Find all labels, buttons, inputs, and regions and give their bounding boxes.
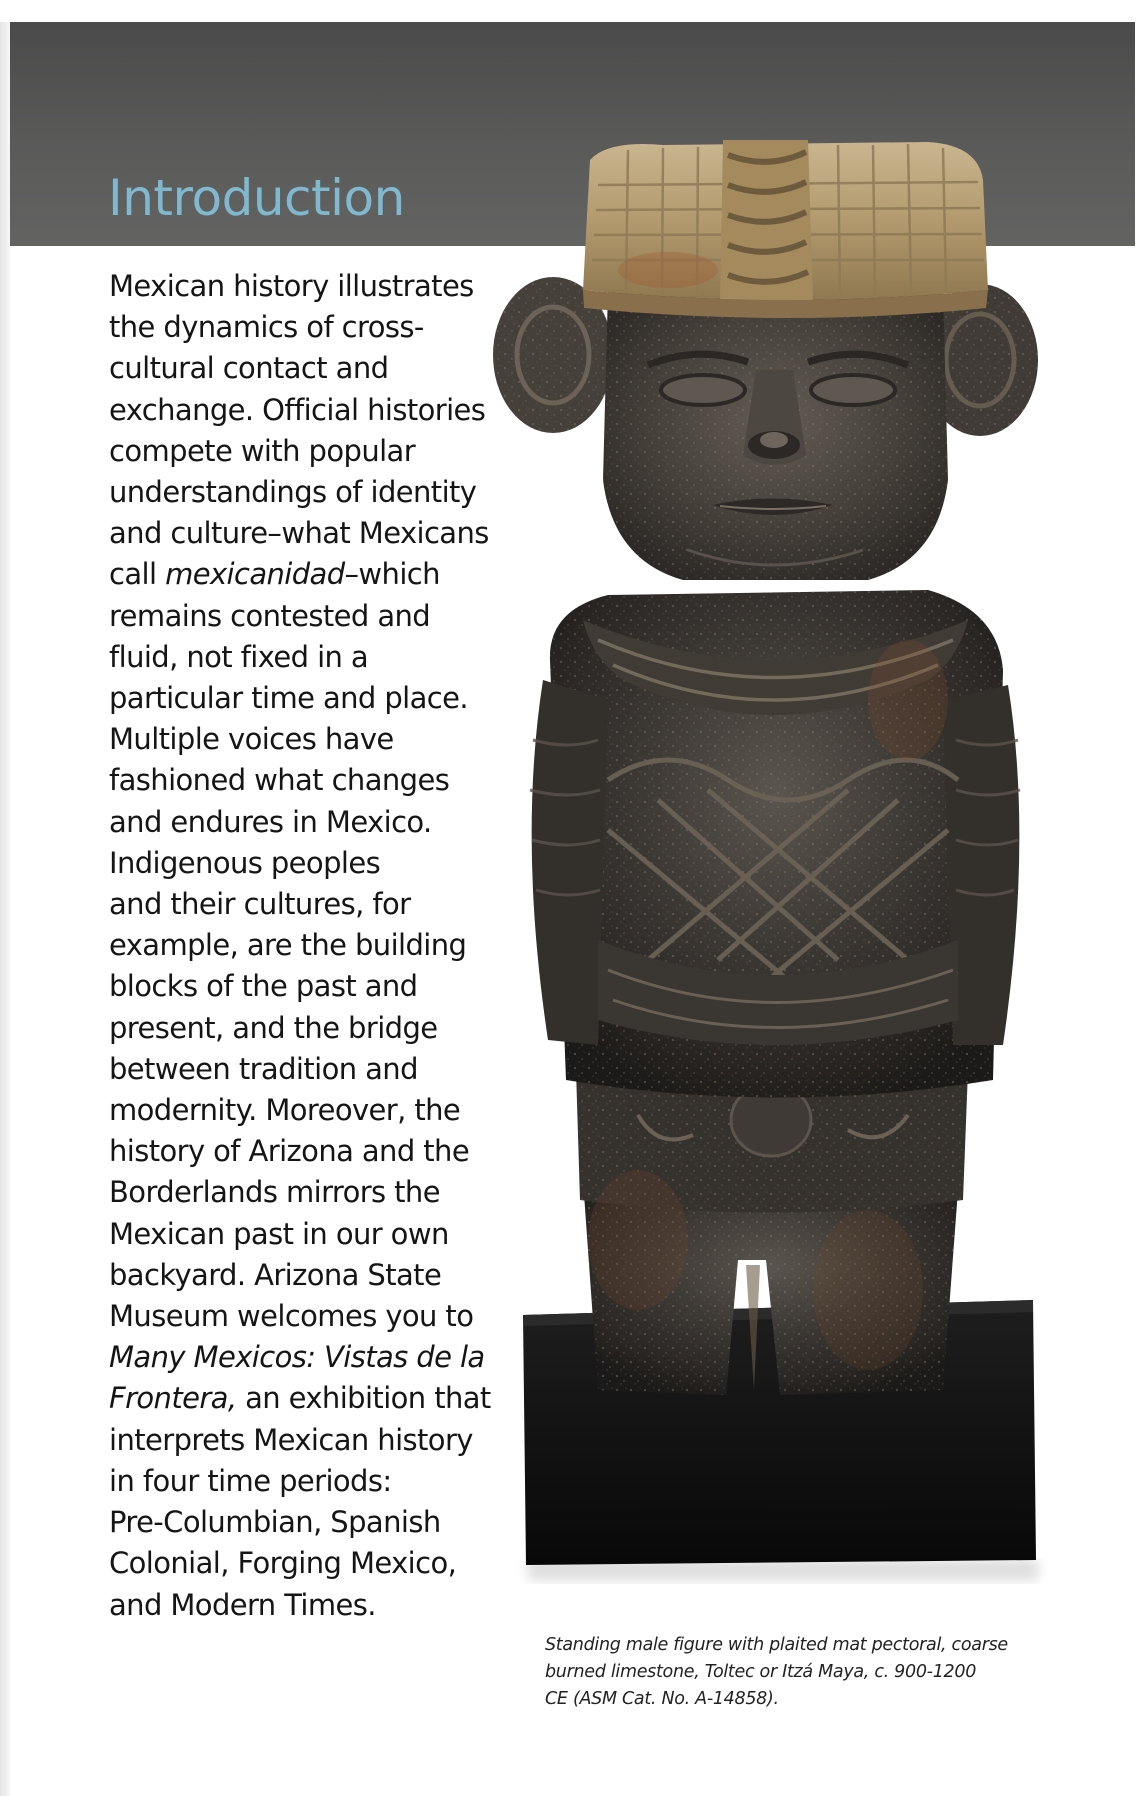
body-line: fluid, not fixed in a (109, 639, 369, 674)
body-line: present, and the bridge (109, 1010, 438, 1045)
stone-figure-photo (488, 140, 1078, 1605)
body-line: understandings of identity (109, 475, 477, 510)
body-line: particular time and place. (109, 681, 468, 716)
body-line: blocks of the past and (109, 969, 418, 1004)
body-line: call (109, 557, 166, 592)
body-line: and Modern Times. (109, 1587, 376, 1622)
page-title: Introduction (108, 169, 405, 227)
body-line: history of Arizona and the (109, 1134, 470, 1169)
body-line: and their cultures, for (109, 887, 411, 922)
body-line: interprets Mexican history (109, 1422, 473, 1457)
body-line: the dynamics of cross- (109, 310, 424, 345)
caption-line: Standing male figure with plaited mat pectoral, coarse (545, 1635, 1008, 1655)
body-line: an exhibition that (236, 1381, 491, 1416)
body-line: fashioned what changes (109, 763, 450, 798)
body-line: compete with popular (109, 433, 416, 468)
page-left-edge (0, 22, 10, 1796)
body-line: Indigenous peoples (109, 845, 381, 880)
exhibition-title-cont: Frontera, (109, 1381, 237, 1416)
body-line: Colonial, Forging Mexico, (109, 1546, 457, 1581)
caption-line: CE (ASM Cat. No. A-14858). (545, 1689, 779, 1709)
body-line: example, are the building (109, 928, 467, 963)
body-line: between tradition and (109, 1051, 418, 1086)
body-line: and culture–what Mexicans (109, 516, 489, 551)
body-line: Multiple voices have (109, 722, 394, 757)
figure-caption (545, 1632, 1025, 1713)
body-line: Mexican past in our own (109, 1216, 449, 1251)
body-line: Borderlands mirrors the (109, 1175, 440, 1210)
body-line: –which (344, 557, 440, 592)
exhibition-title: Many Mexicos: Vistas de la (109, 1340, 485, 1375)
caption-line: burned limestone, Toltec or Itzá Maya, c. 900-1200 (545, 1662, 977, 1682)
body-line: remains contested and (109, 598, 431, 633)
top-margin (0, 0, 1140, 22)
body-line: Mexican history illustrates (109, 269, 474, 303)
body-line: Museum welcomes you to (109, 1299, 474, 1334)
body-italic-term: mexicanidad (165, 557, 345, 592)
body-line: exchange. Official histories (109, 392, 486, 427)
body-line: cultural contact and (109, 351, 389, 386)
body-paragraph (109, 266, 519, 1626)
body-line: and endures in Mexico. (109, 804, 432, 839)
body-line: modernity. Moreover, the (109, 1093, 461, 1128)
body-line: backyard. Arizona State (109, 1257, 442, 1292)
body-line: in four time periods: (109, 1463, 392, 1498)
body-line: Pre-Columbian, Spanish (109, 1505, 441, 1540)
